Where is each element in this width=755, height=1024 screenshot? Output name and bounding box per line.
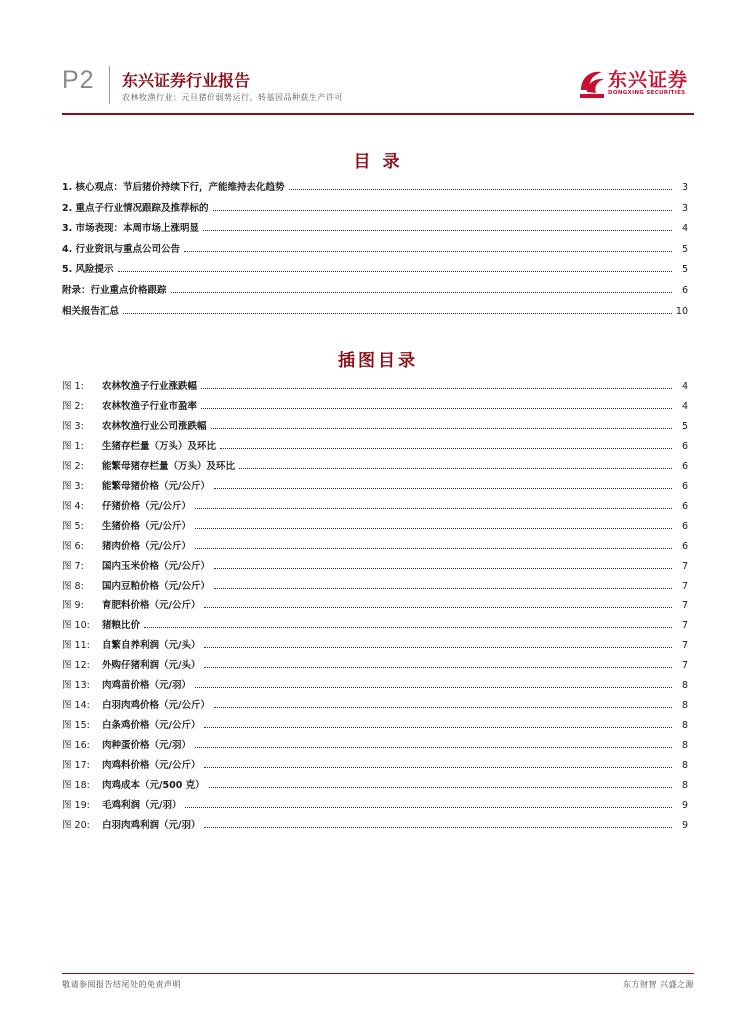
figure-entry-number: 图 15: — [62, 720, 90, 732]
figure-entry-page: 7 — [681, 580, 688, 592]
toc-entry-page: 6 — [681, 285, 688, 296]
figure-entry-page: 8 — [681, 720, 688, 732]
figure-leader-dots — [195, 747, 672, 748]
figure-entry[interactable] — [62, 396, 688, 412]
figure-entry-title: 育肥料价格（元/公斤） — [102, 600, 201, 612]
toc-entry[interactable] — [62, 218, 688, 234]
figure-entry[interactable] — [62, 595, 688, 611]
figure-entry-page: 6 — [681, 500, 688, 512]
figure-entry-page: 7 — [681, 620, 688, 632]
figure-entry[interactable] — [62, 536, 688, 552]
figure-entry[interactable] — [62, 655, 688, 671]
toc-entry-label: 相关报告汇总 — [62, 305, 120, 317]
toc-leader-dots — [184, 251, 672, 252]
toc-title: 目 录 — [353, 152, 403, 172]
figure-entry-title: 国内玉米价格（元/公斤） — [102, 560, 210, 572]
toc-entry[interactable] — [62, 177, 688, 193]
figure-leader-dots — [185, 807, 672, 808]
figure-entry-title: 肉鸡成本（元/500 克） — [102, 780, 205, 791]
footer-disclaimer: 敬请参阅报告结尾处的免责声明 — [62, 980, 181, 989]
figure-entry-page: 6 — [681, 540, 688, 552]
figure-entry-number: 图 18: — [62, 780, 90, 791]
figure-entry[interactable] — [62, 715, 688, 731]
figures-title: 插图目录 — [338, 351, 418, 371]
figure-leader-dots — [195, 508, 672, 509]
toc-leader-dots — [123, 313, 672, 314]
figure-entry[interactable] — [62, 436, 688, 452]
figure-entry-number: 图 3: — [62, 420, 84, 432]
figure-entry-number: 图 16: — [62, 740, 90, 752]
figure-entry-page: 4 — [681, 400, 688, 412]
toc-entry-page: 3 — [681, 182, 688, 193]
figure-leader-dots — [239, 468, 672, 469]
figure-leader-dots — [195, 528, 672, 529]
figure-leader-dots — [204, 767, 672, 768]
toc-entry-page: 3 — [681, 202, 688, 214]
figure-entry-title: 肉种蛋价格（元/羽） — [102, 740, 191, 752]
figure-entry-number: 图 6: — [62, 540, 84, 552]
figure-entry-page: 6 — [681, 520, 688, 532]
toc-entry-label: 附录：行业重点价格跟踪 — [62, 285, 167, 296]
figure-entry-page: 4 — [681, 381, 688, 392]
figure-entry[interactable] — [62, 635, 688, 651]
figure-entry-title: 白条鸡价格（元/公斤） — [102, 720, 201, 732]
figure-leader-dots — [214, 488, 672, 489]
figure-entry-title: 肉鸡苗价格（元/羽） — [102, 680, 191, 692]
figure-entry-page: 9 — [681, 799, 688, 811]
figure-entry[interactable] — [62, 576, 688, 592]
logo-name: 东兴证券 — [608, 69, 689, 91]
figure-entry-title: 仔猪价格（元/公斤） — [102, 500, 191, 512]
figure-entry-number: 图 1: — [62, 440, 84, 452]
figure-entry[interactable] — [62, 735, 688, 751]
toc-entry[interactable] — [62, 259, 688, 275]
figure-entry[interactable] — [62, 416, 688, 432]
figure-entry-page: 8 — [681, 740, 688, 752]
toc-entry-label: 4. 行业资讯与重点公司公告 — [62, 243, 181, 255]
figure-entry[interactable] — [62, 795, 688, 811]
toc-entry[interactable] — [62, 239, 688, 255]
footer-motto: 东方财智 兴盛之源 — [622, 980, 694, 989]
figure-entry-number: 图 8: — [62, 580, 84, 592]
figure-leader-dots — [214, 707, 672, 708]
figure-entry-page: 6 — [681, 480, 688, 492]
figure-entry-title: 外购仔猪利润（元/头） — [102, 660, 201, 672]
figure-entry-number: 图 17: — [62, 760, 90, 772]
figure-entry[interactable] — [62, 775, 688, 791]
figure-entry-number: 图 2: — [62, 400, 84, 412]
figure-entry[interactable] — [62, 556, 688, 572]
figure-leader-dots — [204, 827, 672, 828]
figure-leader-dots — [211, 428, 672, 429]
figure-entry-number: 图 14: — [62, 700, 90, 712]
figure-entry-number: 图 7: — [62, 560, 84, 572]
report-subtitle: 农林牧渔行业：元旦猪价弱势运行，转基因品种获生产许可 — [122, 93, 343, 102]
figure-entry-title: 猪肉价格（元/公斤） — [102, 540, 191, 552]
report-title: 东兴证券行业报告 — [122, 71, 251, 90]
figure-entry-title: 白羽肉鸡价格（元/公斤） — [102, 700, 210, 712]
figure-leader-dots — [214, 568, 672, 569]
figure-entry-page: 8 — [681, 760, 688, 772]
figure-entry-number: 图 9: — [62, 600, 84, 612]
header-rule — [62, 113, 694, 115]
toc-entry[interactable] — [62, 301, 688, 317]
figure-entry[interactable] — [62, 496, 688, 512]
toc-entry-label: 1. 核心观点：节后猪价持续下行，产能维持去化趋势 — [62, 182, 285, 193]
figure-entry-page: 9 — [681, 819, 688, 831]
figure-entry[interactable] — [62, 755, 688, 771]
figure-entry-title: 生猪存栏量（万头）及环比 — [102, 440, 217, 452]
logo-english-name: DONGXING SECURITIES — [608, 90, 686, 96]
toc-leader-dots — [171, 292, 672, 293]
figure-entry-number: 图 2: — [62, 460, 84, 472]
toc-entry-label: 3. 市场表现：本周市场上涨明显 — [62, 223, 200, 235]
figure-entry-page: 6 — [681, 440, 688, 452]
toc-leader-dots — [213, 210, 672, 211]
figure-entry-page: 7 — [681, 640, 688, 652]
figure-entry-number: 图 11: — [62, 640, 90, 652]
figure-entry-title: 猪粮比价 — [102, 620, 141, 632]
figure-leader-dots — [195, 687, 672, 688]
toc-entry-label: 5. 风险提示 — [62, 264, 114, 276]
figure-entry-title: 国内豆粕价格（元/公斤） — [102, 580, 210, 592]
figure-entry-number: 图 19: — [62, 799, 90, 811]
toc-entry-page: 5 — [681, 264, 688, 276]
figure-leader-dots — [204, 667, 672, 668]
toc-entry-label: 2. 重点子行业情况跟踪及推荐标的 — [62, 202, 209, 214]
figure-leader-dots — [204, 607, 672, 608]
toc-leader-dots — [203, 230, 672, 231]
footer-rule — [62, 973, 694, 974]
figure-entry-title: 农林牧渔子行业涨跌幅 — [102, 381, 198, 392]
toc-entry-page: 4 — [681, 223, 688, 235]
figure-entry-page: 7 — [681, 600, 688, 612]
page-number: P2 — [62, 66, 95, 94]
figure-entry-number: 图 3: — [62, 480, 84, 492]
page-header — [62, 62, 694, 114]
figure-entry[interactable] — [62, 516, 688, 532]
figure-entry-page: 8 — [681, 700, 688, 712]
figure-entry-number: 图 20: — [62, 819, 90, 831]
figure-entry-page: 6 — [681, 460, 688, 472]
figure-leader-dots — [204, 647, 672, 648]
toc-entry[interactable] — [62, 280, 688, 296]
figure-entry-page: 7 — [681, 660, 688, 672]
toc-entry-page: 10 — [675, 305, 688, 317]
figure-entry-page: 5 — [681, 420, 688, 432]
figure-entry[interactable] — [62, 376, 688, 392]
figure-entry-number: 图 10: — [62, 620, 90, 632]
figure-entry-title: 能繁母猪价格（元/公斤） — [102, 480, 210, 492]
figure-leader-dots — [204, 727, 672, 728]
figure-entry-number: 图 12: — [62, 660, 90, 672]
figure-entry-title: 能繁母猪存栏量（万头）及环比 — [102, 460, 236, 472]
figure-leader-dots — [209, 787, 672, 788]
figure-entry[interactable] — [62, 675, 688, 691]
figure-entry-number: 图 1: — [62, 381, 84, 392]
figure-entry-page: 8 — [681, 780, 688, 791]
figure-entry[interactable] — [62, 476, 688, 492]
figure-entry-title: 毛鸡利润（元/羽） — [102, 799, 182, 811]
figure-leader-dots — [201, 408, 672, 409]
toc-entry[interactable] — [62, 198, 688, 214]
figure-entry-title: 自繁自养利润（元/头） — [102, 640, 201, 652]
toc-leader-dots — [118, 271, 672, 272]
figure-leader-dots — [144, 627, 672, 628]
figure-entry-title: 农林牧渔行业公司涨跌幅 — [102, 420, 207, 432]
figure-entry-title: 生猪价格（元/公斤） — [102, 520, 191, 532]
figure-leader-dots — [195, 548, 672, 549]
figure-entry[interactable] — [62, 695, 688, 711]
figure-entry[interactable] — [62, 456, 688, 472]
toc-leader-dots — [289, 189, 672, 190]
figure-leader-dots — [214, 588, 672, 589]
company-logo — [578, 64, 694, 104]
figure-leader-dots — [201, 388, 672, 389]
figure-entry-page: 7 — [681, 560, 688, 572]
figure-entry-title: 肉鸡料价格（元/公斤） — [102, 760, 201, 772]
logo-mark-icon — [578, 66, 606, 100]
header-divider — [109, 66, 110, 104]
figure-entry-number: 图 5: — [62, 520, 84, 532]
figure-entry-title: 白羽肉鸡利润（元/羽） — [102, 819, 201, 831]
figure-leader-dots — [220, 448, 672, 449]
figure-entry[interactable] — [62, 615, 688, 631]
figure-entry[interactable] — [62, 815, 688, 831]
figure-entry-number: 图 4: — [62, 500, 84, 512]
figure-entry-number: 图 13: — [62, 680, 90, 692]
figure-entry-title: 农林牧渔子行业市盈率 — [102, 400, 198, 412]
figure-entry-page: 8 — [681, 680, 688, 692]
toc-entry-page: 5 — [681, 243, 688, 255]
